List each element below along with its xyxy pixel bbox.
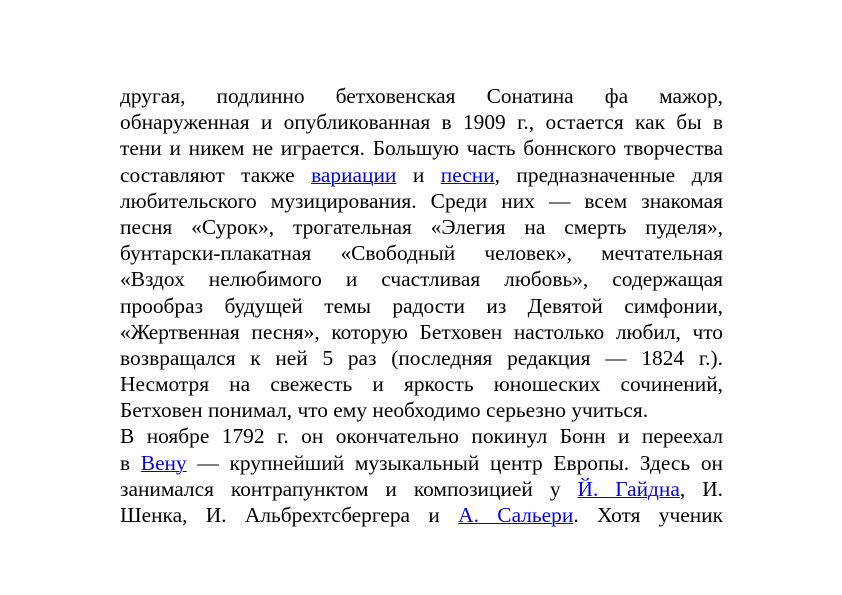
hyperlink[interactable]: вариации [311,162,397,187]
text-run: Несмотря на свежесть и яркость юношеских сочинений, [120,372,723,397]
text-line [120,319,723,345]
text-line [120,502,723,528]
text-run: в [120,450,141,475]
text-line [120,83,723,109]
text-run: , предназначенные для [494,162,723,187]
hyperlink[interactable]: Вену [140,450,187,475]
text-line [120,214,723,240]
text-run: составляют также [120,162,312,187]
text-run: «Вздох нелюбимого и счастливая любовь», содержащая [120,267,723,292]
text-run: В ноябре 1792 г. он окончательно покинул Бонн и переехал [120,424,723,449]
text-run: Бетховен понимал, что ему необходимо серьезно учиться. [120,398,649,423]
text-run: бунтарски-плакатная «Свободный человек», мечтательная [120,241,723,266]
text-line [120,109,723,135]
text-run: занимался контрапунктом и композицией у [120,476,578,501]
text-run: любительского музицирования. Среди них — всем знакомая [120,188,723,213]
text-line [120,266,723,292]
text-run: обнаруженная и опубликованная в 1909 г., остается как бы в [120,110,723,135]
text-run: Шенка, И. Альбрехтсбергера и [120,503,459,527]
hyperlink[interactable]: песни [440,162,495,187]
text-line [120,423,723,449]
text-line [120,450,723,476]
text-line [120,162,723,188]
text-run: прообраз будущей темы радости из Девятой симфонии, [120,293,723,318]
text-run: другая, подлинно бетховенская Сонатина фа мажор, [120,84,723,108]
text-run: тени и никем не играется. Большую часть боннского творчества [120,136,723,161]
text-run: , И. [679,476,723,501]
hyperlink[interactable]: Й. Гайдна [577,476,680,501]
text-run: и [396,162,441,187]
text-line [120,345,723,371]
text-run: песня «Сурок», трогательная «Элегия на смерть пуделя», [120,214,723,239]
text-run: «Жертвенная песня», которую Бетховен настолько любил, что [120,319,723,344]
text-line [120,135,723,161]
text-run: . Хотя ученик [573,503,723,527]
text-line [120,371,723,397]
text-body [120,83,723,528]
text-run: — крупнейший музыкальный центр Европы. Здесь он [186,450,723,475]
text-line [120,397,723,423]
text-line [120,476,723,502]
text-line [120,188,723,214]
text-run: возвращался к ней 5 раз (последняя редакция — 1824 г.). [120,345,723,370]
text-line [120,240,723,266]
document-page [120,83,723,528]
text-line [120,293,723,319]
hyperlink[interactable]: А. Сальери [458,503,574,527]
